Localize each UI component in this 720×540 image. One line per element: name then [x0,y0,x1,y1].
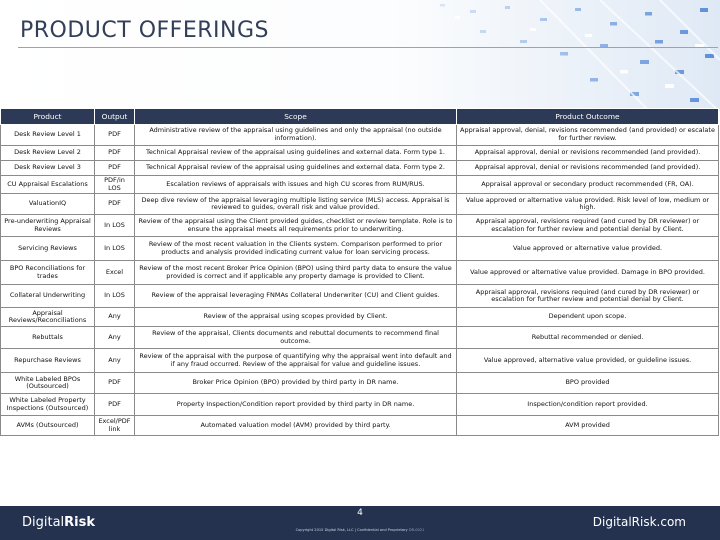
table-row [1,416,719,436]
output-cell: Any [95,327,135,349]
table-row [1,394,719,416]
scope-cell: Review of the most recent Broker Price Opinion (BPO) using third party data to ensure the value provided is correct and if applicable any property damage is provided to Client. [135,261,457,285]
scope-cell: Review of the appraisal using scopes provided by Client. [135,308,457,327]
product-cell: Desk Review Level 3 [1,161,95,176]
column-header-scope: Scope [135,109,457,125]
copyright-text: Copyright 2015 Digital Risk, LLC | Confidential and Proprietary [295,528,408,532]
output-cell: PDF [95,125,135,146]
product-cell: Rebuttals [1,327,95,349]
output-cell: PDF [95,161,135,176]
outcome-cell: Rebuttal recommended or denied. [457,327,719,349]
logo-text-risk: Risk [64,515,96,530]
outcome-cell: Value approved or alternative value provided. Damage in BPO provided. [457,261,719,285]
table-row [1,261,719,285]
outcome-cell: Appraisal approval or secondary product recommended (FR, OA). [457,176,719,194]
product-cell: Appraisal Reviews/Reconciliations [1,308,95,327]
scope-cell: Review of the appraisal, Clients documents and rebuttal documents to recommend final outcome. [135,327,457,349]
outcome-cell: Inspection/condition report provided. [457,394,719,416]
logo-text-digital: Digital [22,515,65,530]
table-row [1,215,719,237]
footer-bar [0,506,720,540]
output-cell: In LOS [95,215,135,237]
outcome-cell: Appraisal approval, denial, revisions recommended (and provided) or escalate for further review. [457,125,719,146]
output-cell: PDF [95,146,135,161]
outcome-cell: Appraisal approval, revisions required (and cured by DR reviewer) or escalation for further review and potential denial by Client. [457,215,719,237]
product-cell: White Labeled Property Inspections (Outsourced) [1,394,95,416]
output-cell: Any [95,349,135,373]
table-row [1,146,719,161]
outcome-cell: AVM provided [457,416,719,436]
table-row [1,349,719,373]
product-cell: Servicing Reviews [1,237,95,261]
table-header-row [1,109,719,125]
outcome-cell: Value approved, alternative value provided, or guideline issues. [457,349,719,373]
outcome-cell: Appraisal approval, denial or revisions recommended (and provided). [457,146,719,161]
scope-cell: Technical Appraisal review of the appraisal using guidelines and external data. Form type 2. [135,161,457,176]
product-cell: Desk Review Level 2 [1,146,95,161]
product-cell: Desk Review Level 1 [1,125,95,146]
page-title: PRODUCT OFFERINGS [20,18,269,43]
scope-cell: Property Inspection/Condition report provided by third party in DR name. [135,394,457,416]
table-row [1,194,719,215]
confidential-tag: DR-0021 [408,528,425,532]
scope-cell: Review of the appraisal with the purpose of quantifying why the appraisal went into default and if any fraud occurred. Review of the appraisal for value and guideline issues. [135,349,457,373]
output-cell: PDF [95,194,135,215]
outcome-cell: BPO provided [457,373,719,394]
product-cell: Pre-underwriting Appraisal Reviews [1,215,95,237]
scope-cell: Deep dive review of the appraisal leveraging multiple listing service (MLS) access. Appraisal is reviewed to guides, overall risk and value provided. [135,194,457,215]
product-cell: ValuationIQ [1,194,95,215]
product-cell: White Labeled BPOs (Outsourced) [1,373,95,394]
scope-cell: Broker Price Opinion (BPO) provided by third party in DR name. [135,373,457,394]
product-cell: Collateral Underwriting [1,285,95,308]
table-row [1,285,719,308]
scope-cell: Review of the most recent valuation in the Clients system. Comparison performed to prior products and analysis provided indicating current value for loan servicing process. [135,237,457,261]
outcome-cell: Appraisal approval, denial or revisions recommended (and provided). [457,161,719,176]
column-header-product-outcome: Product Outcome [457,109,719,125]
table-row [1,373,719,394]
scope-cell: Automated valuation model (AVM) provided by third party. [135,416,457,436]
output-cell: In LOS [95,237,135,261]
table-body [1,125,719,436]
product-offerings-table [0,108,719,436]
scope-cell: Review of the appraisal leveraging FNMAs Collateral Underwriter (CU) and Client guides. [135,285,457,308]
outcome-cell: Dependent upon scope. [457,308,719,327]
outcome-cell: Value approved or alternative value provided. Risk level of low, medium or high. [457,194,719,215]
table-row [1,327,719,349]
output-cell: Excel [95,261,135,285]
table-row [1,237,719,261]
output-cell: Any [95,308,135,327]
product-cell: AVMs (Outsourced) [1,416,95,436]
output-cell: Excel/PDF link [95,416,135,436]
outcome-cell: Appraisal approval, revisions required (and cured by DR reviewer) or escalation for further review and potential denial by Client. [457,285,719,308]
table-row [1,161,719,176]
website-link[interactable]: DigitalRisk.com [592,515,686,529]
product-cell: Repurchase Reviews [1,349,95,373]
outcome-cell: Value approved or alternative value provided. [457,237,719,261]
table-row [1,125,719,146]
output-cell: PDF/in LOS [95,176,135,194]
product-cell: BPO Reconciliations for trades [1,261,95,285]
table-row [1,176,719,194]
column-header-product: Product [1,109,95,125]
output-cell: In LOS [95,285,135,308]
column-header-output: Output [95,109,135,125]
output-cell: PDF [95,394,135,416]
scope-cell: Administrative review of the appraisal using guidelines and only the appraisal (no outside information). [135,125,457,146]
scope-cell: Review of the appraisal using the Client provided guides, checklist or review template. Role is to ensure the appraisal meets all requirements prior to underwriting. [135,215,457,237]
output-cell: PDF [95,373,135,394]
scope-cell: Escalation reviews of appraisals with issues and high CU scores from RUM/RUS. [135,176,457,194]
page-number: 4 [357,508,363,518]
title-divider [18,47,718,48]
table-row [1,308,719,327]
product-cell: CU Appraisal Escalations [1,176,95,194]
header-background-art [0,0,720,112]
scope-cell: Technical Appraisal review of the appraisal using guidelines and external data. Form type 1. [135,146,457,161]
